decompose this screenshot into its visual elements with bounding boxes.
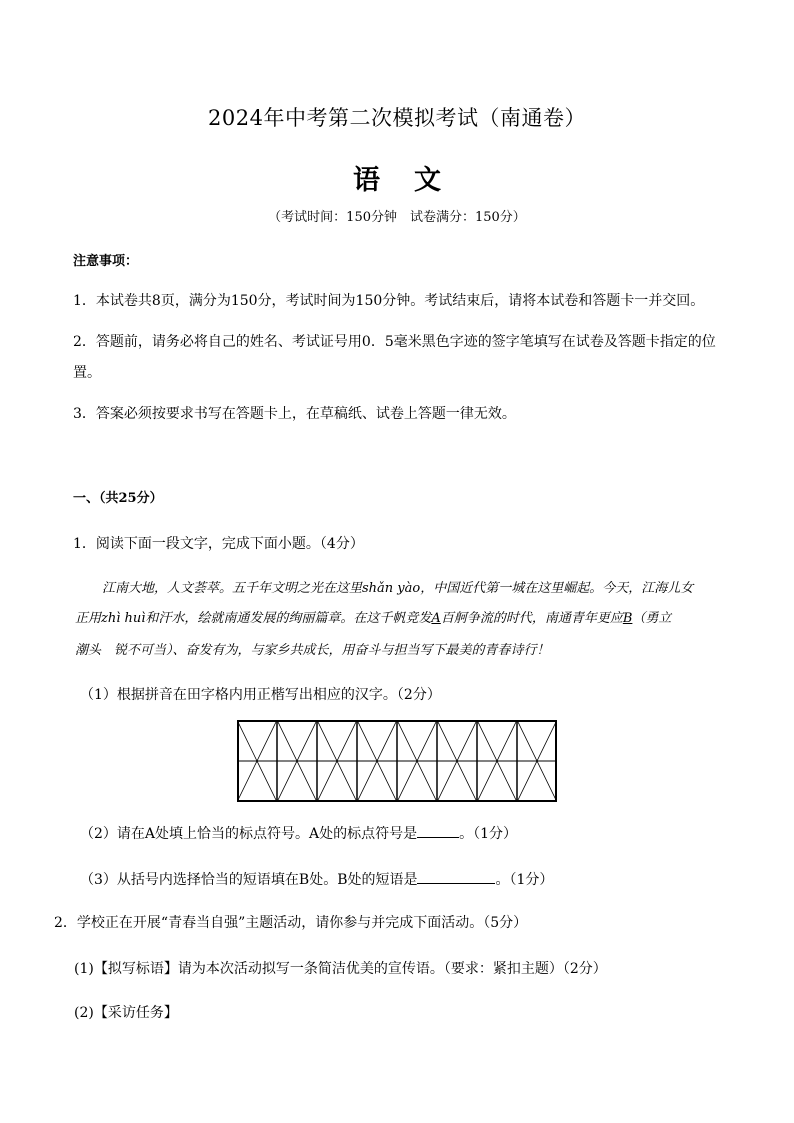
sub-question-1: （1）根据拼音在田字格内用正楷写出相应的汉字。（2分）	[80, 687, 441, 703]
subject-title: 语文	[353, 165, 475, 196]
question-2-stem: 2．学校正在开展“青春当自强”主题活动，请你参与并完成下面活动。（5分）	[54, 915, 528, 931]
passage-line-3: 潮头 锐不可当）、奋发有为，与家乡共成长，用奋斗与担当写下最美的青春诗行！	[75, 643, 550, 658]
answer-blank-b[interactable]	[417, 869, 495, 884]
question-2-part-1: (1)【拟写标语】请为本次活动拟写一条简洁优美的宣传语。（要求：紧扣主题）（2分）	[74, 961, 607, 977]
blank-b-marker: B	[622, 611, 633, 626]
answer-blank-a[interactable]	[417, 823, 459, 838]
note-item-2: 2．答题前，请务必将自己的姓名、考试证号用0．5毫米黑色字迹的签字笔填写在试卷及答题卡指定的位	[73, 334, 716, 350]
note-item-2-cont: 置。	[73, 365, 101, 381]
passage-line-2	[75, 607, 671, 626]
question-2-part-2: (2)【采访任务】	[74, 1005, 178, 1021]
notes-heading: 注意事项：	[73, 254, 139, 269]
note-item-1: 1．本试卷共8页，满分为150分，考试时间为150分钟。考试结束后，请将本试卷和答题卡一并交回。	[73, 293, 705, 309]
sub-question-3	[80, 869, 553, 889]
passage-text: 百舸争流的时代，南通青年更应	[440, 611, 623, 626]
note-item-3: 3．答案必须按要求书写在答题卡上，在草稿纸、试卷上答题一律无效。	[73, 406, 516, 422]
passage-text: 正用zhì huì和汗水，绘就南通发展的绚丽篇章。在这千帆竞发	[75, 611, 432, 626]
question-1-stem: 1．阅读下面一段文字，完成下面小题。（4分）	[73, 536, 364, 552]
exam-time-info: （考试时间：150分钟 试卷满分：150分）	[268, 210, 526, 225]
sub-question-2-text: （2）请在A处填上恰当的标点符号。A处的标点符号是	[80, 826, 418, 842]
sub-question-3-score: 。（1分）	[495, 872, 554, 888]
passage-line-1: 江南大地，人文荟萃。五千年文明之光在这里shǎn yào，中国近代第一城在这里崛起。今天，江海儿女	[102, 581, 694, 596]
section-1-heading: 一、（共25分）	[73, 491, 163, 506]
exam-title: 2024年中考第二次模拟考试（南通卷）	[208, 106, 586, 130]
blank-a-marker: A	[431, 611, 441, 626]
sub-question-2-score: 。（1分）	[459, 826, 518, 842]
sub-question-3-text: （3）从括号内选择恰当的短语填在B处。B处的短语是	[80, 872, 418, 888]
passage-text: （勇立	[632, 611, 672, 626]
sub-question-2	[80, 823, 517, 843]
tianzige-grid[interactable]	[237, 720, 557, 802]
